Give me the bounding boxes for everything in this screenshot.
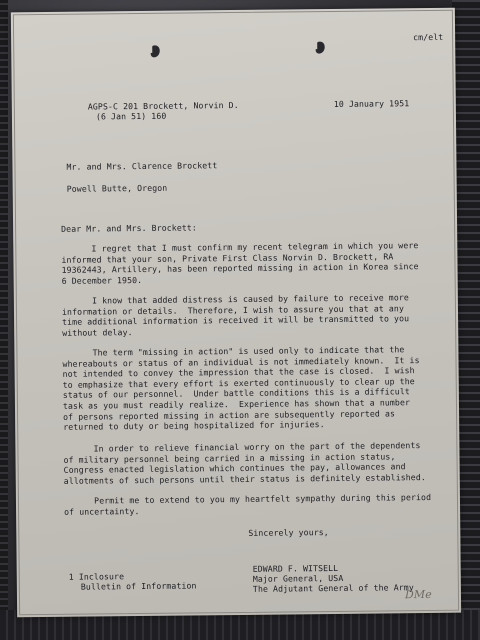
paragraph-5: Permit me to extend to you my heartfelt sympathy during this period of uncertainty.: [63, 491, 432, 517]
enclosure-line-2: Bulletin of Information: [80, 580, 197, 592]
handwritten-initials: DMe: [404, 587, 432, 602]
reference-line-1: AGPS-C 201 Brockett, Norvin D.: [87, 99, 239, 112]
closing: Sincerely yours,: [248, 527, 329, 538]
signer-title: The Adjutant General of the Army: [252, 582, 414, 594]
reference-line-2: (6 Jan 51) 160: [95, 110, 167, 122]
letter-page: [11, 8, 461, 618]
paragraph-2: I know that added distress is caused by failure to receive more information or details. Therefore, I wish to assure you that at any time additional information is received it will be transmitted to you without delay.: [61, 292, 410, 338]
salutation: Dear Mr. and Mrs. Brockett:: [61, 222, 197, 234]
signer-rank: Major General, USA: [252, 572, 344, 584]
recipient-address: Powell Butte, Oregon: [66, 182, 168, 194]
paragraph-1: I regret that I must confirm my recent telegram in which you were informed that your son, Private First Class Norvin D. Brockett, RA 19362443, Artillery, has been reported missing in action in Korea since 6 December 1950.: [61, 240, 419, 286]
enclosure-line-1: 1 Inclosure: [68, 571, 125, 582]
binder-left-edge: [0, 0, 8, 640]
file-code: cm/elt: [413, 31, 444, 43]
paragraph-4: In order to relieve financial worry on the part of the dependents of military personnel being carried in a missing in action status, Congress enacted legislation which continues the pay, allowances and allotments of such persons until their status is definitely established.: [63, 440, 426, 486]
punch-hole-left-icon: [149, 45, 160, 58]
signer-name: EDWARD F. WITSELL: [252, 562, 339, 574]
letter-date: 10 January 1951: [333, 98, 410, 109]
recipient-name: Mr. and Mrs. Clarence Brockett: [66, 160, 218, 172]
paragraph-3: The term "missing in action" is used only to indicate that the whereabouts or status of an individual is not immediately known. It is not intended to convey the impression that the case is closed. I wish to emphasize that every effort is exerted continuously to clear up the status of our personnel. Under battle conditions this is a difficult task as you must readily realize. Experience has shown that a number of persons reported missing in action are subsequently reported as returned to duty or being hospitalized for injuries.: [62, 344, 420, 432]
punch-hole-right-icon: [314, 41, 325, 54]
